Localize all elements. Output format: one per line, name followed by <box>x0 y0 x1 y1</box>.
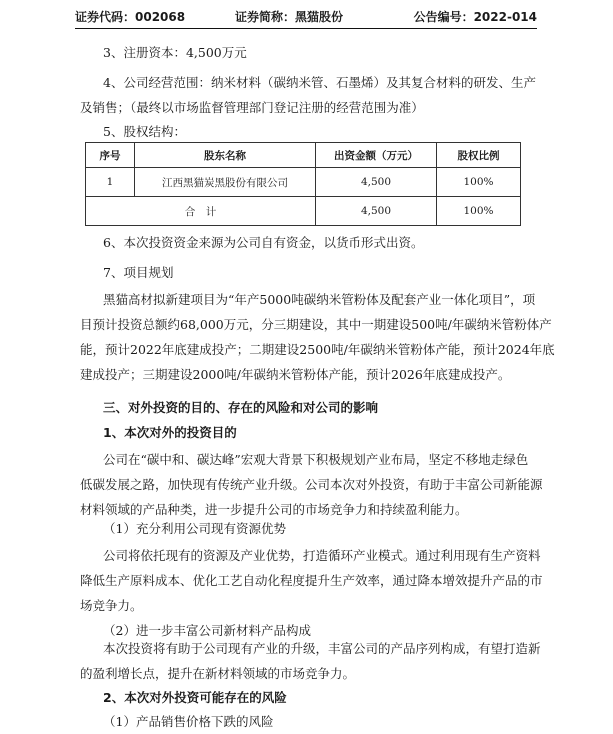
page-header <box>75 6 537 29</box>
total-label: 合 计 <box>86 197 316 226</box>
table-header-row <box>86 143 521 168</box>
cell-amount: 4,500 <box>316 168 437 197</box>
purpose-line-2: 低碳发展之路，加快现有传统产业升级。公司本次对外投资，有助于丰富公司新能源 <box>80 477 543 492</box>
business-scope-line-1: 4、公司经营范围：纳米材料（碳纳米管、石墨烯）及其复合材料的研发、生产 <box>103 75 536 90</box>
funding-source: 6、本次投资资金来源为公司自有资金，以货币形式出资。 <box>103 235 424 250</box>
cell-shareholder: 江西黑猫炭黑股份有限公司 <box>135 168 316 197</box>
notice-number: 公告编号：2022-014 <box>413 10 537 24</box>
section-3-2-title: 2、本次对外投资可能存在的风险 <box>103 690 287 705</box>
project-plan-line-4: 建成投产；三期建设2000吨/年碳纳米管粉体产能，预计2026年底建成投产。 <box>80 367 511 382</box>
registered-capital: 3、注册资本：4,500万元 <box>103 45 247 60</box>
col-header-no: 序号 <box>86 143 135 168</box>
stock-short-name: 证券简称：黑猫股份 <box>235 10 344 24</box>
cell-ratio: 100% <box>437 168 521 197</box>
purpose-line-3: 材料领域的产品种类，进一步提升公司的市场竞争力和持续盈利能力。 <box>80 502 468 517</box>
project-plan-heading: 7、项目规划 <box>103 265 174 280</box>
materials-line-2: 的盈利增长点，提升在新材料领域的市场竞争力。 <box>80 666 356 681</box>
equity-structure-label: 5、股权结构： <box>103 124 186 139</box>
project-plan-line-1: 黑猫高材拟新建项目为“年产5000吨碳纳米管粉体及配套产业一体化项目”，项 <box>103 292 536 307</box>
col-header-ratio: 股权比例 <box>437 143 521 168</box>
col-header-amount: 出资金额（万元） <box>316 143 437 168</box>
total-amount: 4,500 <box>316 197 437 226</box>
sub-item-2: （2）进一步丰富公司新材料产品构成 <box>103 623 311 638</box>
section-3-1-title: 1、本次对外的投资目的 <box>103 425 237 440</box>
table-total-row <box>86 197 521 226</box>
sub-item-1: （1）充分利用公司现有资源优势 <box>103 521 286 536</box>
resource-line-2: 降低生产原料成本、优化工艺自动化程度提升生产效率，通过降本增效提升产品的市 <box>80 573 543 588</box>
risk-item-1: （1）产品销售价格下跌的风险 <box>103 714 274 729</box>
stock-code: 证券代码：002068 <box>75 10 186 24</box>
total-ratio: 100% <box>437 197 521 226</box>
project-plan-line-2: 目预计投资总额约68,000万元，分三期建设，其中一期建设500吨/年碳纳米管粉体产 <box>80 317 552 332</box>
business-scope-line-2: 及销售；（最终以市场监督管理部门登记注册的经营范围为准） <box>80 100 424 115</box>
purpose-line-1: 公司在“碳中和、碳达峰”宏观大背景下积极规划产业布局，坚定不移地走绿色 <box>103 452 529 467</box>
col-header-shareholder: 股东名称 <box>135 143 316 168</box>
materials-line-1: 本次投资将有助于公司现有产业的升级，丰富公司的产品序列构成，有望打造新 <box>103 641 541 656</box>
project-plan-line-3: 能，预计2022年底建成投产；二期建设2500吨/年碳纳米管粉体产能，预计2024年底 <box>80 342 555 357</box>
resource-line-1: 公司将依托现有的资源及产业优势，打造循环产业模式。通过利用现有生产资料 <box>103 548 541 563</box>
section-3-title: 三、对外投资的目的、存在的风险和对公司的影响 <box>103 400 379 415</box>
cell-no: 1 <box>86 168 135 197</box>
resource-line-3: 场竞争力。 <box>80 598 143 613</box>
table-row <box>86 168 521 197</box>
equity-table <box>85 142 521 226</box>
